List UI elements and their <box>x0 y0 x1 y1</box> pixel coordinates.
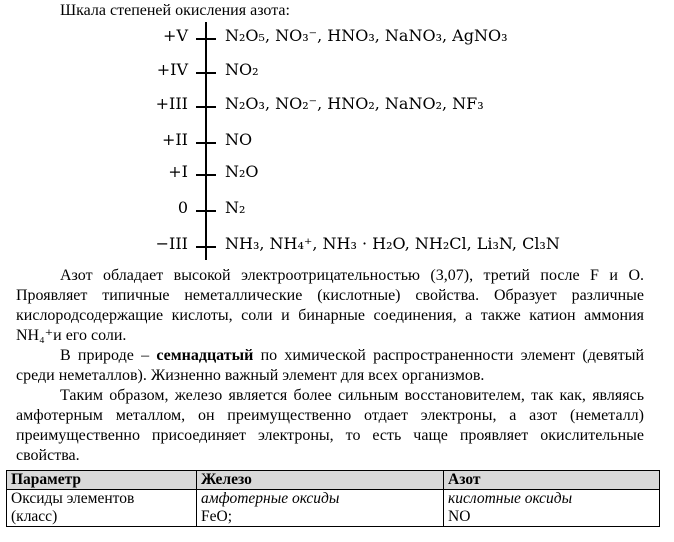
table-header-row <box>7 471 660 490</box>
scale-compounds: NO <box>225 130 253 149</box>
paragraph-nitrogen-properties: Азот обладает высокой электроотрицательностью (3,07), третий после F и O. Проявляет типичные неметаллические (кислотные) свойства. Образует различные кислородсодержащие кислоты, соли и бинарные соединения, а также катион аммония NH₄⁺и его соли. <box>16 267 644 344</box>
cell-line: NO <box>448 508 471 525</box>
scale-level: +I <box>168 162 188 181</box>
column-header: Параметр <box>7 471 197 490</box>
scale-level: +V <box>163 26 188 45</box>
scale-compounds: NO₂ <box>225 60 259 79</box>
scale-compounds: N₂O <box>225 162 259 181</box>
table-cell-nitrogen <box>444 490 660 527</box>
scale-tick <box>196 210 216 212</box>
scale-tick <box>196 142 216 144</box>
cell-line: (класс) <box>11 508 58 525</box>
scale-tick <box>196 72 216 74</box>
scale-compounds: N₂O₅, NO₃⁻, HNO₃, NaNO₃, AgNO₃ <box>225 26 508 45</box>
table-row <box>7 490 660 527</box>
scale-compounds: N₂O₃, NO₂⁻, HNO₂, NaNO₂, NF₃ <box>225 94 484 113</box>
scale-tick <box>196 246 216 248</box>
scale-tick <box>196 174 216 176</box>
scale-axis <box>205 22 207 260</box>
paragraph-nitrogen-abundance <box>16 346 644 386</box>
cell-line: кислотные оксиды <box>448 490 573 507</box>
scale-compounds: N₂ <box>225 198 246 217</box>
cell-line: Оксиды элементов <box>11 490 135 507</box>
column-header: Железо <box>197 471 444 490</box>
abundance-rank: семнадцатый <box>156 347 254 364</box>
scale-level: 0 <box>177 198 188 217</box>
oxidation-scale <box>0 0 674 270</box>
table-cell-iron <box>197 490 444 527</box>
cell-line: FeO; <box>201 508 232 525</box>
scale-caption: Шкала степеней окисления азота: <box>60 2 290 19</box>
scale-level: −III <box>155 234 188 253</box>
scale-level: +III <box>155 94 188 113</box>
abundance-text-end: по химической распространенности элемент (девятый среди неметаллов). Жизненно важный элемент для всех организмов. <box>16 347 645 384</box>
scale-compounds: NH₃, NH₄⁺, NH₃ · H₂O, NH₂Cl, Li₃N, Cl₃N <box>225 234 560 253</box>
abundance-text-start: В природе – <box>60 347 157 364</box>
scale-level: +II <box>161 130 188 149</box>
comparison-table <box>6 470 660 527</box>
scale-tick <box>196 106 216 108</box>
paragraph-conclusion: Таким образом, железо является более сильным восстановителем, так как, являясь амфотерным металлом, он преимущественно отдает электроны, а азот (неметалл) преимущественно присоединяет электроны, то есть чаще проявляет окислительные свойства. <box>16 387 644 464</box>
scale-tick <box>196 38 216 40</box>
cell-line: амфотерные оксиды <box>201 490 340 507</box>
scale-level: +IV <box>156 60 188 79</box>
column-header: Азот <box>444 471 660 490</box>
table-cell-parameter <box>7 490 197 527</box>
